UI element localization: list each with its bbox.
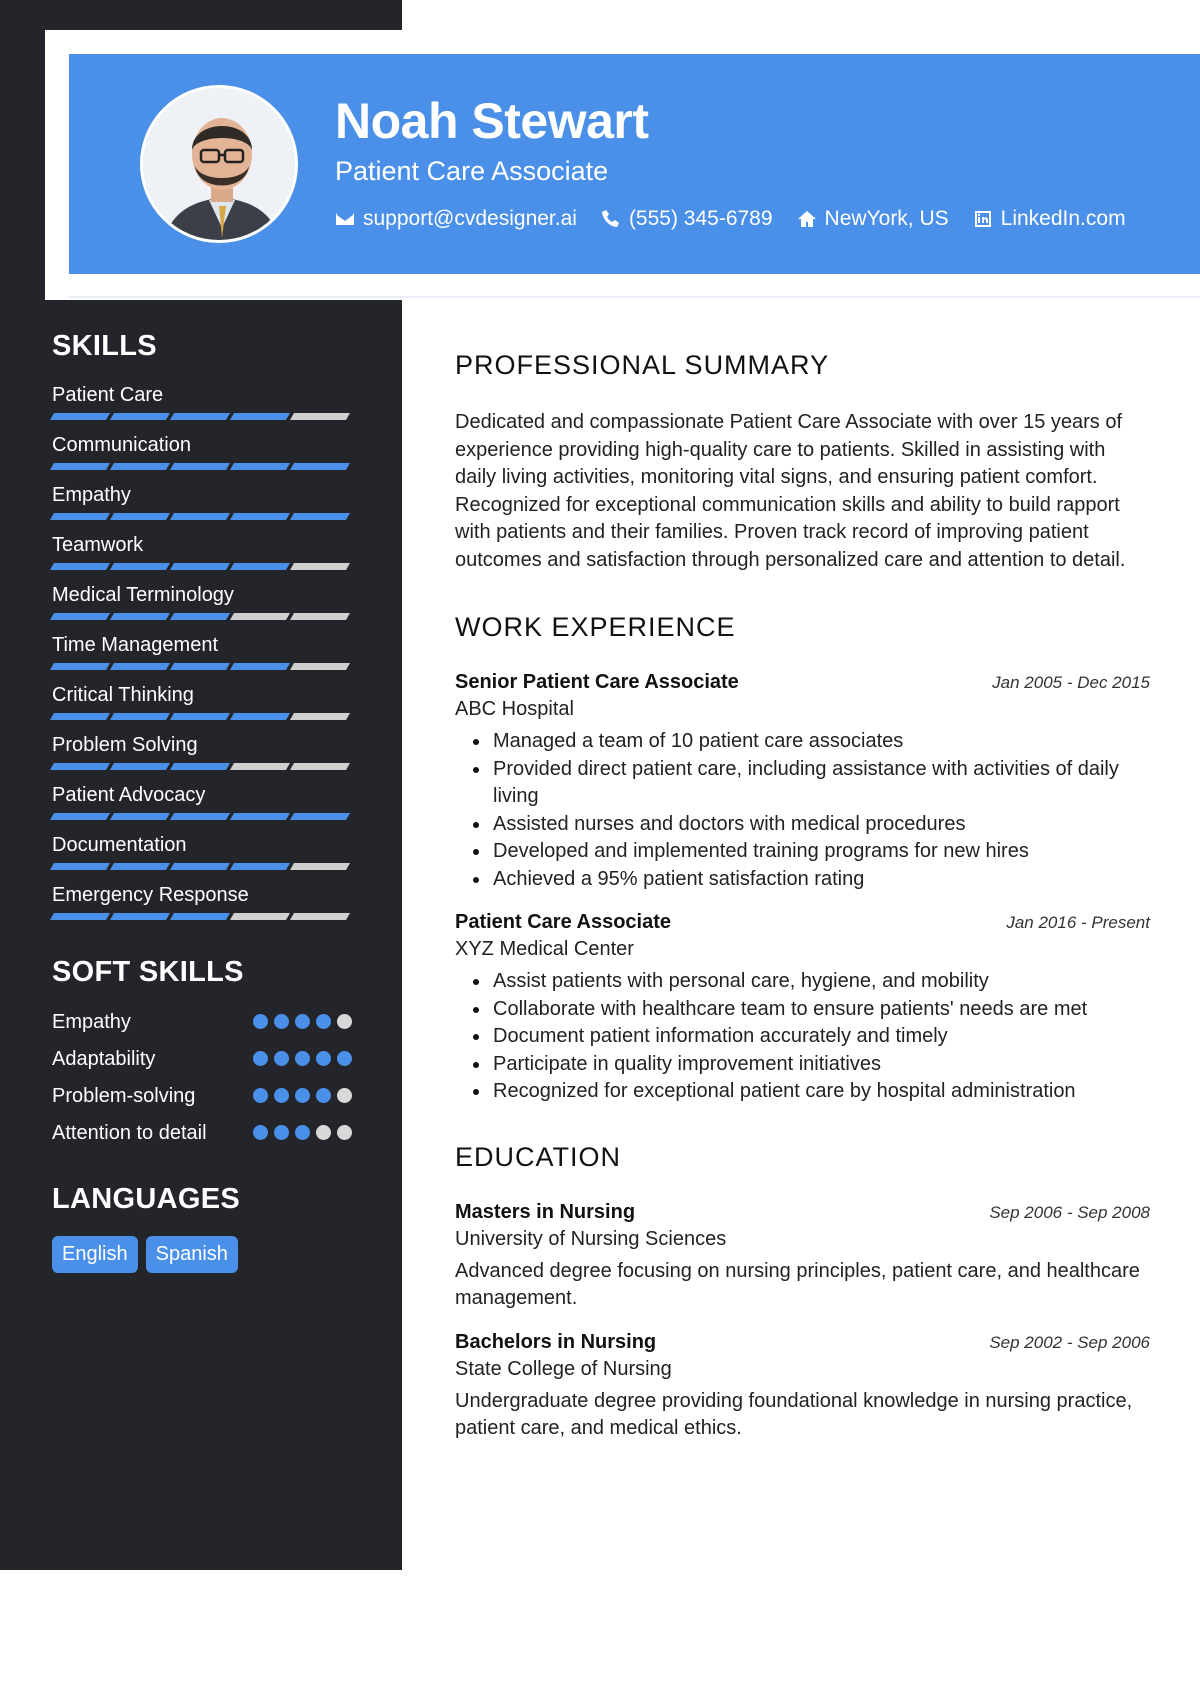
skill-item xyxy=(52,783,352,820)
soft-skill-dots xyxy=(253,1120,352,1140)
skill-item xyxy=(52,733,352,770)
skill-level-segment xyxy=(170,863,230,870)
job-date: Jan 2016 - Present xyxy=(1006,913,1150,932)
contact-linkedin[interactable] xyxy=(973,207,1126,231)
skill-level-segment xyxy=(50,513,110,520)
job-title: Senior Patient Care Associate xyxy=(455,671,739,693)
soft-skill-dot xyxy=(274,1014,289,1029)
skill-level-segment xyxy=(170,563,230,570)
skill-level-segment xyxy=(170,713,230,720)
skill-level-segment xyxy=(230,563,290,570)
school-name: State College of Nursing xyxy=(455,1357,672,1380)
language-tags xyxy=(52,1236,352,1273)
soft-skill-dots xyxy=(253,1083,352,1103)
skill-level-segment xyxy=(50,763,110,770)
education-date: Sep 2002 - Sep 2006 xyxy=(989,1332,1150,1352)
soft-skill-dot xyxy=(274,1125,289,1140)
skill-level-bars xyxy=(52,913,352,920)
skill-level-segment xyxy=(170,813,230,820)
skill-level-segment xyxy=(110,463,170,470)
avatar xyxy=(140,85,298,243)
contact-location xyxy=(797,207,949,231)
soft-skill-dot xyxy=(295,1051,310,1066)
job-bullet: Document patient information accurately and timely xyxy=(469,1023,1150,1051)
contact-location-text: NewYork, US xyxy=(824,207,949,230)
skill-level-segment xyxy=(170,613,230,620)
job-organization: XYZ Medical Center xyxy=(455,938,634,960)
job-bullet: Recognized for exceptional patient care by hospital administration xyxy=(469,1078,1150,1106)
contact-email-text: support@cvdesigner.ai xyxy=(363,207,577,230)
contact-row xyxy=(335,207,1126,231)
soft-skill-item xyxy=(52,1009,352,1036)
soft-skill-dot xyxy=(316,1051,331,1066)
skill-label: Emergency Response xyxy=(52,884,249,906)
skill-level-segment xyxy=(230,913,290,920)
skill-level-segment xyxy=(50,663,110,670)
contact-linkedin-text: LinkedIn.com xyxy=(1000,207,1126,230)
skill-level-bars xyxy=(52,413,352,420)
soft-skill-dots xyxy=(253,1046,352,1066)
skill-level-segment xyxy=(110,563,170,570)
skill-level-segment xyxy=(230,813,290,820)
skill-item xyxy=(52,633,352,670)
contact-phone-text: (555) 345-6789 xyxy=(628,207,773,230)
soft-skill-dot xyxy=(295,1014,310,1029)
skill-level-segment xyxy=(110,513,170,520)
skill-level-segment xyxy=(170,763,230,770)
soft-skill-label: Problem-solving xyxy=(52,1085,196,1107)
linkedin-icon xyxy=(973,209,993,229)
skill-level-bars xyxy=(52,563,352,570)
skill-level-segment xyxy=(110,763,170,770)
soft-skills-heading: SOFT SKILLS xyxy=(52,956,244,988)
skill-level-segment xyxy=(110,863,170,870)
phone-icon xyxy=(601,209,621,229)
job-header xyxy=(455,911,1150,934)
skill-level-segment xyxy=(230,713,290,720)
soft-skill-dot xyxy=(274,1051,289,1066)
skill-level-segment xyxy=(50,413,110,420)
skill-level-segment xyxy=(290,513,350,520)
skill-label: Documentation xyxy=(52,834,187,856)
envelope-icon xyxy=(335,209,355,229)
skill-label: Patient Care xyxy=(52,384,164,406)
education-date: Sep 2006 - Sep 2008 xyxy=(989,1202,1150,1222)
education-entry xyxy=(455,1201,1150,1313)
skill-level-segment xyxy=(290,913,350,920)
skill-item xyxy=(52,433,352,470)
job-bullet: Assisted nurses and doctors with medical procedures xyxy=(469,811,1150,839)
skill-level-segment xyxy=(290,413,350,420)
skill-item xyxy=(52,683,352,720)
job-list xyxy=(455,671,1150,1106)
soft-skill-dot xyxy=(253,1088,268,1103)
soft-skill-item xyxy=(52,1083,352,1110)
skill-level-segment xyxy=(110,413,170,420)
job-entry xyxy=(455,911,1150,1106)
job-bullet: Achieved a 95% patient satisfaction rating xyxy=(469,866,1150,894)
job-entry xyxy=(455,671,1150,893)
soft-skills-list xyxy=(52,1009,352,1147)
skill-level-segment xyxy=(230,863,290,870)
skill-level-bars xyxy=(52,513,352,520)
skill-item xyxy=(52,583,352,620)
job-title: Patient Care Associate xyxy=(455,911,672,933)
education-list xyxy=(455,1201,1150,1443)
language-tag: Spanish xyxy=(146,1236,238,1273)
skill-level-segment xyxy=(170,463,230,470)
soft-skill-dot xyxy=(274,1088,289,1103)
skill-item xyxy=(52,533,352,570)
skill-item xyxy=(52,833,352,870)
skill-level-segment xyxy=(50,863,110,870)
job-bullet: Assist patients with personal care, hygiene, and mobility xyxy=(469,968,1150,996)
degree-title: Masters in Nursing xyxy=(455,1200,636,1223)
education-description: Advanced degree focusing on nursing principles, patient care, and healthcare management. xyxy=(455,1259,1140,1309)
job-bullet: Participate in quality improvement initiatives xyxy=(469,1051,1150,1079)
skill-level-segment xyxy=(290,563,350,570)
soft-skill-dot xyxy=(316,1125,331,1140)
skill-level-segment xyxy=(50,463,110,470)
skill-level-segment xyxy=(290,613,350,620)
degree-title: Bachelors in Nursing xyxy=(455,1330,657,1353)
skill-level-segment xyxy=(230,513,290,520)
skill-level-segment xyxy=(290,463,350,470)
skill-level-segment xyxy=(230,763,290,770)
sidebar xyxy=(52,330,352,1273)
skill-label: Empathy xyxy=(52,484,131,506)
skill-level-segment xyxy=(110,663,170,670)
main-content xyxy=(455,350,1150,1461)
job-bullet: Collaborate with healthcare team to ensure patients' needs are met xyxy=(469,996,1150,1024)
education-heading: EDUCATION xyxy=(455,1141,622,1172)
skill-level-segment xyxy=(110,913,170,920)
summary-heading: PROFESSIONAL SUMMARY xyxy=(455,350,830,380)
skill-item xyxy=(52,883,352,920)
languages-section xyxy=(52,1183,352,1273)
candidate-name: Noah Stewart xyxy=(335,93,649,149)
skills-list xyxy=(52,383,352,920)
soft-skill-dot xyxy=(253,1051,268,1066)
soft-skill-dot xyxy=(295,1088,310,1103)
languages-heading: LANGUAGES xyxy=(52,1183,240,1215)
soft-skill-dot xyxy=(337,1051,352,1066)
soft-skill-dot xyxy=(316,1088,331,1103)
skill-label: Patient Advocacy xyxy=(52,784,206,806)
soft-skill-label: Empathy xyxy=(52,1011,131,1033)
contact-phone[interactable] xyxy=(601,207,773,231)
soft-skill-dot xyxy=(337,1125,352,1140)
skill-level-segment xyxy=(230,613,290,620)
soft-skill-dot xyxy=(337,1014,352,1029)
skill-level-segment xyxy=(290,813,350,820)
education-description: Undergraduate degree providing foundational knowledge in nursing practice, patient care, and medical ethics. xyxy=(455,1389,1133,1439)
skills-heading: SKILLS xyxy=(52,330,157,362)
skill-level-segment xyxy=(170,663,230,670)
skill-level-segment xyxy=(50,813,110,820)
job-header xyxy=(455,671,1150,694)
job-bullet: Developed and implemented training programs for new hires xyxy=(469,838,1150,866)
skill-level-bars xyxy=(52,813,352,820)
header-divider xyxy=(69,296,1200,298)
skill-level-segment xyxy=(170,413,230,420)
job-organization: ABC Hospital xyxy=(455,698,574,720)
soft-skill-dots xyxy=(253,1009,352,1029)
skill-level-bars xyxy=(52,713,352,720)
skill-level-bars xyxy=(52,613,352,620)
skill-level-segment xyxy=(110,713,170,720)
soft-skills-section xyxy=(52,956,352,1147)
skill-level-segment xyxy=(290,863,350,870)
skill-level-bars xyxy=(52,863,352,870)
education-header xyxy=(455,1201,1150,1224)
skill-level-segment xyxy=(50,563,110,570)
skill-level-segment xyxy=(110,813,170,820)
skill-level-segment xyxy=(170,913,230,920)
soft-skill-label: Adaptability xyxy=(52,1048,156,1070)
skill-label: Communication xyxy=(52,434,191,456)
skill-level-segment xyxy=(230,663,290,670)
soft-skill-item xyxy=(52,1120,352,1147)
home-icon xyxy=(797,209,817,229)
skill-label: Time Management xyxy=(52,634,218,656)
soft-skill-dot xyxy=(253,1014,268,1029)
job-date: Jan 2005 - Dec 2015 xyxy=(992,673,1150,692)
soft-skill-label: Attention to detail xyxy=(52,1122,207,1144)
skill-level-bars xyxy=(52,763,352,770)
skill-level-segment xyxy=(50,613,110,620)
skill-level-segment xyxy=(170,513,230,520)
soft-skill-dot xyxy=(295,1125,310,1140)
soft-skill-dot xyxy=(337,1088,352,1103)
job-bullet: Managed a team of 10 patient care associates xyxy=(469,728,1150,756)
skill-level-segment xyxy=(50,913,110,920)
skill-level-bars xyxy=(52,663,352,670)
summary-text: Dedicated and compassionate Patient Care Associate with over 15 years of experience providing high-quality care to patients. Skilled in assisting with daily living activities, monitoring vital signs, and ensuring patient comfort. Recognized for exceptional communication skills and ability to build rapport with patients and their families. Proven track record of improving patient outcomes and satisfaction through personalized care and attention to detail. xyxy=(455,411,1126,571)
soft-skill-dot xyxy=(316,1014,331,1029)
language-tag: English xyxy=(52,1236,138,1273)
candidate-title: Patient Care Associate xyxy=(335,156,609,186)
experience-heading: WORK EXPERIENCE xyxy=(455,612,736,642)
job-bullet: Provided direct patient care, including assistance with activities of daily living xyxy=(469,756,1150,811)
skill-level-segment xyxy=(50,713,110,720)
skill-label: Critical Thinking xyxy=(52,684,194,706)
education-entry xyxy=(455,1331,1150,1443)
school-name: University of Nursing Sciences xyxy=(455,1227,727,1250)
skill-level-segment xyxy=(290,763,350,770)
job-bullets xyxy=(455,728,1150,893)
skill-item xyxy=(52,483,352,520)
skill-level-segment xyxy=(230,463,290,470)
job-bullets xyxy=(455,968,1150,1106)
soft-skill-item xyxy=(52,1046,352,1073)
skill-label: Teamwork xyxy=(52,534,144,556)
education-header xyxy=(455,1331,1150,1354)
skill-level-bars xyxy=(52,463,352,470)
skill-item xyxy=(52,383,352,420)
skill-label: Problem Solving xyxy=(52,734,198,756)
skill-level-segment xyxy=(110,613,170,620)
soft-skill-dot xyxy=(253,1125,268,1140)
skill-level-segment xyxy=(230,413,290,420)
skill-level-segment xyxy=(290,713,350,720)
skill-level-segment xyxy=(290,663,350,670)
contact-email[interactable] xyxy=(335,207,577,231)
skill-label: Medical Terminology xyxy=(52,584,234,606)
profile-photo xyxy=(143,88,298,243)
